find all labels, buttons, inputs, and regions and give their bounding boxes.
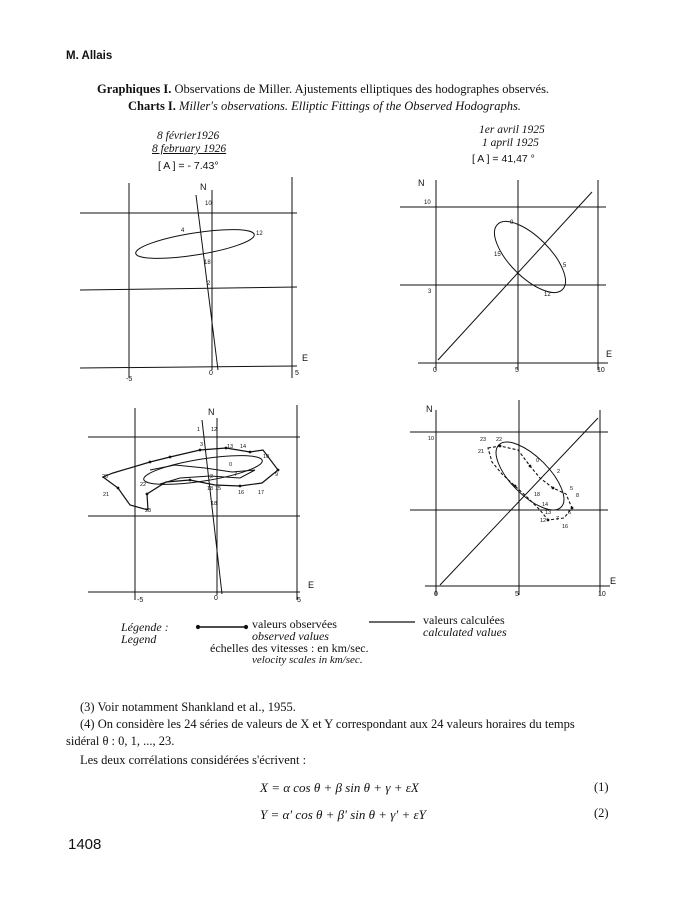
axis-n-label: N — [200, 182, 207, 192]
legend-scales-en: velocity scales in km/sec. — [252, 654, 363, 666]
legend-observed-en: observed values — [252, 629, 329, 643]
point — [514, 485, 517, 488]
point-label: 13 — [545, 510, 552, 516]
x-tick-label: 0 — [209, 370, 213, 377]
diagonal-axis — [438, 192, 592, 360]
axis-e-label: E — [610, 576, 617, 586]
caption-english-text: Miller's observations. Elliptic Fittings of the Observed Hodographs. — [179, 99, 521, 113]
point-label: 10 — [424, 200, 431, 206]
point-label: 14 — [542, 502, 549, 508]
point-label: 12 — [211, 427, 218, 433]
chart-top-right — [400, 180, 608, 370]
point — [117, 487, 120, 490]
point — [189, 479, 192, 482]
point-label: 2 — [210, 474, 214, 480]
x-tick-label: 10 — [598, 591, 606, 598]
left-angle: [ A ] = - 7.43° — [158, 160, 219, 172]
legend-scales-fr: échelles des vitesses : en km/sec. — [210, 641, 369, 655]
caption-french-text: Observations de Miller. Ajustements elliptiques des hodographes observés. — [174, 82, 550, 96]
axis-e-label: E — [308, 580, 315, 590]
point — [571, 507, 574, 510]
point-label: 3 — [428, 289, 432, 295]
point-label: 7 — [556, 516, 560, 522]
axis-n-label: N — [418, 178, 425, 188]
point — [146, 493, 149, 496]
caption-french-label: Graphiques I. — [97, 82, 172, 96]
grid-line — [80, 287, 297, 290]
equation-2: Y = α′ cos θ + β′ sin θ + γ′ + εY — [260, 807, 426, 822]
point-label: 0 — [536, 458, 540, 464]
observed-dot — [196, 625, 199, 628]
point-label: 21 — [478, 449, 485, 455]
point-label: 17 — [258, 490, 265, 496]
x-tick-label: 10 — [597, 367, 605, 374]
point-label: 23 — [480, 437, 487, 443]
point — [529, 465, 532, 468]
point — [249, 451, 252, 454]
point-label: 5 — [570, 486, 574, 492]
observed-dot — [244, 625, 247, 628]
point-label: 12 — [544, 292, 551, 298]
point-label: 1 — [197, 427, 201, 433]
point-label: 18 — [204, 260, 211, 266]
point — [552, 487, 555, 490]
left-date-fr: 8 février1926 — [157, 130, 220, 142]
right-angle: [ A ] = 41,47 ° — [472, 153, 535, 165]
equation-1-number: (1) — [594, 780, 609, 794]
point-label: 2 — [207, 281, 211, 287]
point-label: 21 — [103, 492, 110, 498]
fitted-ellipse — [485, 431, 574, 520]
legend-title-en: Legend — [121, 632, 157, 646]
axis-e-label: E — [302, 353, 309, 363]
point-label: 7 — [234, 472, 238, 478]
x-tick-label: 0 — [434, 591, 438, 598]
page-number: 1408 — [68, 836, 102, 853]
point-label: 15 — [215, 486, 222, 492]
point-label: 0 — [510, 220, 514, 226]
point-label: 16 — [238, 490, 245, 496]
x-axis — [80, 366, 297, 368]
equation-1: X = α cos θ + β sin θ + γ + εX — [260, 780, 419, 795]
chart-top-left — [80, 177, 297, 378]
x-tick-label: -5 — [126, 376, 133, 383]
point-label: 4 — [181, 228, 185, 234]
x-tick-label: 5 — [297, 597, 301, 604]
point — [169, 456, 172, 459]
legend-title-fr: Légende : — [121, 620, 169, 634]
left-date-en: 8 february 1926 — [152, 143, 227, 155]
x-tick-label: 5 — [295, 370, 299, 377]
author-header: M. Allais — [66, 50, 113, 62]
rotated-axis — [202, 420, 222, 594]
legend-calculated-en: calculated values — [423, 625, 507, 639]
equation-2-number: (2) — [594, 806, 609, 820]
x-tick-label: -5 — [137, 597, 144, 604]
x-tick-label: 5 — [515, 367, 519, 374]
point — [149, 461, 152, 464]
point-label: 9 — [275, 472, 279, 478]
point-label: 12 — [540, 518, 547, 524]
point-label: 10 — [263, 454, 270, 460]
axis-n-label: N — [208, 407, 215, 417]
x-tick-label: 0 — [433, 367, 437, 374]
point-label: 6 — [568, 510, 572, 516]
point-label: 5 — [563, 263, 567, 269]
point-label: 18 — [534, 492, 541, 498]
chart-bottom-left — [88, 405, 300, 600]
x-tick-label: 5 — [515, 591, 519, 598]
point-label: 2 — [557, 469, 561, 475]
point-label: 22 — [496, 437, 503, 443]
point-label: 20 — [102, 474, 109, 480]
point-label: 0 — [229, 462, 233, 468]
point — [277, 469, 280, 472]
point-label: 10 — [205, 201, 212, 207]
footnote-4-line1: (4) On considère les 24 séries de valeurs de X et Y correspondant aux 24 valeurs horaires du temps — [80, 717, 575, 731]
point-label: 23 — [145, 508, 152, 514]
point-label: 18 — [207, 486, 214, 492]
point — [199, 449, 202, 452]
point-label: 8 — [576, 493, 580, 499]
fitted-ellipse — [134, 224, 256, 265]
axis-n-label: N — [426, 404, 433, 414]
axis-e-label: E — [606, 349, 613, 359]
chart-bottom-right — [410, 400, 610, 595]
x-tick-label: 0 — [214, 595, 218, 602]
right-date-en: 1 april 1925 — [482, 137, 539, 149]
point — [547, 519, 550, 522]
legend-observed-fr: valeurs observées — [252, 617, 337, 631]
point-label: 14 — [240, 444, 247, 450]
legend-calculated-fr: valeurs calculées — [423, 613, 505, 627]
correlations-intro: Les deux corrélations considérées s'écrivent : — [80, 753, 307, 767]
caption-english-label: Charts I. — [128, 99, 176, 113]
point-label: 22 — [140, 482, 147, 488]
point-label: 10 — [428, 436, 435, 442]
point-label: 16 — [562, 524, 569, 530]
right-date-fr: 1er avril 1925 — [479, 124, 545, 136]
point-label: 12 — [256, 231, 263, 237]
point-label: 13 — [227, 444, 234, 450]
point-label: 18 — [211, 501, 218, 507]
point-label: 15 — [494, 252, 501, 258]
footnote-4-line2: sidéral θ : 0, 1, ..., 23. — [66, 734, 175, 748]
footnote-3: (3) Voir notamment Shankland et al., 1955. — [80, 700, 296, 714]
point — [499, 445, 502, 448]
point-label: 3 — [200, 442, 204, 448]
point — [239, 485, 242, 488]
